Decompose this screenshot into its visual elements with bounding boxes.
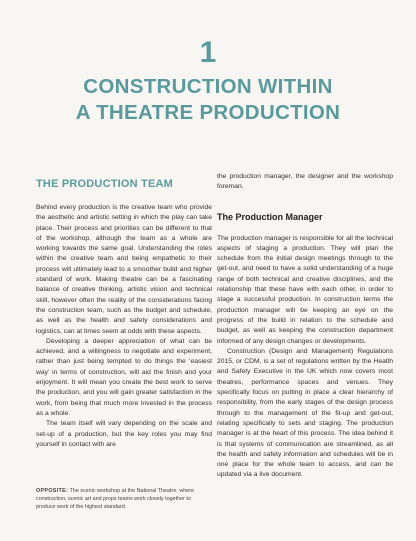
body-paragraph: Developing a deeper appreciation of what can be achieved, and a willingness to negotiate and experiment, rather than just being tempted to do things the ‘easiest way’ in terms of construction, will aid the finish and your enjoyment. It will mean you create the best work to serve the production, and you will gain greater satisfaction in the work, from being that much more invested in the process as a whole. [36,337,212,417]
section-heading-production-team: THE PRODUCTION TEAM [36,178,174,190]
caption-text: The scenic workshop at the National Theatre, where construction, scenic art and props teams work closely together to produce work of the highest standard. [36,488,195,511]
body-paragraph: The team itself will vary depending on the scale and set-up of a production, but the key roles you may find yourself in contact with are [36,420,212,448]
body-paragraph-continued: the production manager, the designer and the workshop foreman. [217,173,393,191]
caption-label: OPPOSITE: [36,488,69,494]
subheading-production-manager: The Production Manager [217,211,323,222]
chapter-number: 1 [199,36,217,69]
body-paragraph: Behind every production is the creative team who provide the aesthetic and artistic setting in which the play can take place. Their process and priorities can be different to that of the workshop, although the team as a whole are working towards the same goal. Understanding the roles within the creative team and being empathetic to their process will ultimately lead to a smoother build and higher standard of work. Making theatre can be a fascinating balance of creative thinking, artistic vision and technical skill, however often the reality of the considerations facing the construction team, such as the budget and schedule, as well as the health and safety considerations and logistics, can at times seem at odds with these aspects. [36,204,212,335]
body-paragraph: Construction (Design and Management) Regulations 2015, or CDM, is a set of regulations written by the Health and Safety Executive in the UK which now covers most theatres, performance spaces and venues. They specifically focus on putting in place a clear hierarchy of responsibility, from the early stages of the design process through to the management of the fit-up and get-out, relating specifically to sets and staging. The production manager is at the heart of this process. The idea behind it is that systems of communication are streamlined, as all the health and safety information and schedules will be in one place for the whole team to access, and can be updated via a live document. [217,347,393,479]
right-column [217,172,393,481]
chapter-title-line-1: CONSTRUCTION WITHIN [83,75,333,98]
photo-caption [36,487,208,512]
left-column [36,172,212,450]
chapter-title [0,74,416,126]
body-paragraph: The production manager is responsible for all the technical aspects of staging a production. They will plan the schedule from the initial design meetings through to the get-out, and need to have a solid understanding of a huge range of both technical and creative disciplines, and the relationship that these have with each other, in order to stage a successful production. In construction terms the production manager will be keeping an eye on the progress of the build in relation to the schedule and budget, as well as keeping the construction department informed of any design changes or developments. [217,234,393,345]
chapter-title-line-2: A THEATRE PRODUCTION [75,101,341,124]
